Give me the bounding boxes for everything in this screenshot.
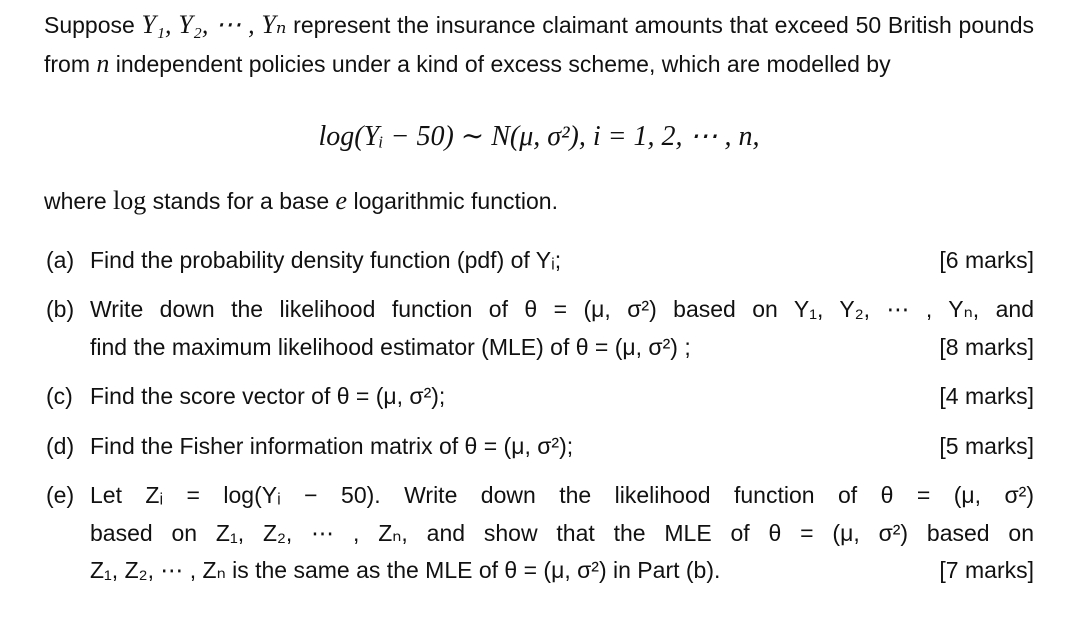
part-d-marks: [5 marks] <box>939 432 1034 459</box>
part-b <box>44 291 1034 366</box>
intro-text-1: Suppose <box>44 12 142 38</box>
where-log: log <box>113 186 147 215</box>
question-parts <box>44 242 1034 590</box>
display-equation-text: log(Yᵢ − 50) ∼ N(μ, σ²), i = 1, 2, ⋯ , n, <box>318 121 760 152</box>
problem-page <box>44 6 1034 602</box>
part-a-marks: [6 marks] <box>939 246 1034 273</box>
display-equation <box>44 116 1034 157</box>
part-a <box>44 242 1034 280</box>
part-e <box>44 477 1034 590</box>
part-c-line-1: Find the score vector of θ = (μ, σ²); <box>90 383 446 409</box>
part-b-line-2: find the maximum likelihood estimator (MLE) of θ = (μ, σ²) ; <box>90 333 691 360</box>
intro-vars-y: Y₁, Y₂, ⋯ , Yₙ <box>141 10 287 39</box>
part-e-line-3: Z₁, Z₂, ⋯ , Zₙ is the same as the MLE of θ = (μ, σ²) in Part (b). <box>90 557 721 583</box>
part-b-label: (b) <box>46 296 75 322</box>
where-text-2: stands for a base <box>146 188 336 214</box>
part-b-line-1: Write down the likelihood function of θ = (μ, σ²) based on Y₁, Y₂, ⋯ , Yₙ, and <box>90 296 1034 322</box>
part-d-line-1: Find the Fisher information matrix of θ = (μ, σ²); <box>90 432 574 459</box>
part-c <box>44 378 1034 416</box>
part-a-label: (a) <box>46 246 75 273</box>
part-c-marks: [4 marks] <box>939 383 1034 409</box>
part-e-line-2: based on Z₁, Z₂, ⋯ , Zₙ, and show that the MLE of θ = (μ, σ²) based on <box>90 519 1034 546</box>
part-e-label: (e) <box>46 482 75 508</box>
part-b-marks: [8 marks] <box>939 333 1034 360</box>
part-c-label: (c) <box>46 383 73 409</box>
where-text-1: where <box>44 188 114 214</box>
where-text-3: logarithmic function. <box>347 188 558 214</box>
part-e-marks: [7 marks] <box>939 557 1034 583</box>
part-d <box>44 428 1034 466</box>
part-d-label: (d) <box>46 432 75 459</box>
where-sentence <box>44 182 1034 221</box>
intro-paragraph <box>44 6 1034 83</box>
intro-text-3: independent policies under a kind of excess scheme, which are modelled by <box>109 50 891 77</box>
where-e: e <box>335 186 348 215</box>
part-e-line-1: Let Zᵢ = log(Yᵢ − 50). Write down the likelihood function of θ = (μ, σ²) <box>90 482 1034 508</box>
intro-var-n: n <box>96 48 110 78</box>
part-a-line-1: Find the probability density function (pdf) of Yᵢ; <box>90 246 562 273</box>
intro-text-2: represent the insurance claimant amounts that exceed 50 British pounds from <box>44 12 1034 77</box>
